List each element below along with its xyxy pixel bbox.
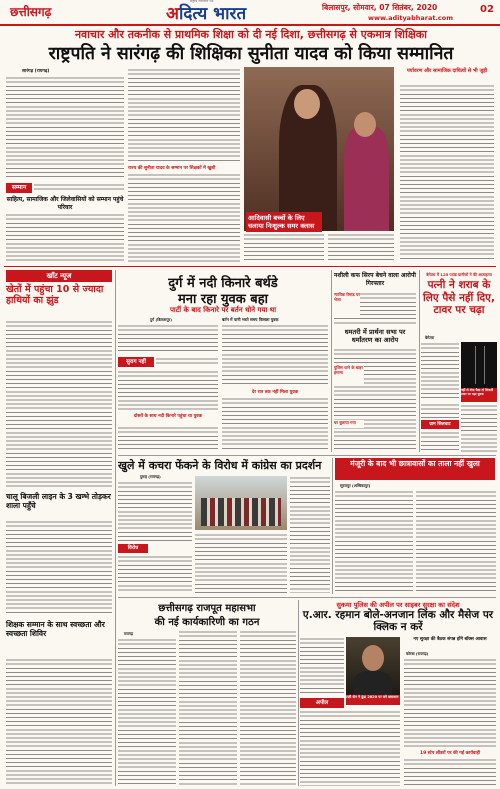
story4-col-2 [461,404,497,452]
story8-col-1b [300,710,400,786]
story2-sub: पार्टी के बाद किनारे पर बर्तन धोने गया था [169,306,277,314]
website[interactable]: www.adityabharat.com [368,14,453,22]
story2-head-2: मना रहा युवक बहा [178,292,268,307]
story9-sub: 19 स्टेप लीडरों पर की गई कार्यवाही [419,751,481,756]
story3-body-2 [334,348,416,452]
story3-head-2: धमतरी में प्रार्थना सभा पर धर्मांतरण का आरोप [344,328,406,344]
story2-col-2 [222,324,328,386]
story3-label: न्यायिक रिमांड पर भेजा [334,292,360,316]
lead-column-1b [34,183,124,193]
story2-subhead-1: दोस्तों के साथ नदी किनारे पहुंचा था युवक [133,414,203,419]
story4-col-1 [421,342,459,400]
story5-col-2 [195,533,287,593]
lead-photo-label: आदिवासी बच्चों के लिए चलाया निःशुल्क समर क्लास [246,212,322,232]
masthead [0,0,500,26]
person-figure [354,671,392,695]
divider [331,270,332,452]
story4-kicker: बेमेतरा में 125 पाउंड ग्रामीणों ने की आत्महत्या [426,272,492,277]
khabar-body-3 [6,658,112,786]
story3-head: नशीली कफ सिरप बेचने वाला आरोपी गिरफ्तार [334,272,416,287]
story5-col-3 [290,476,330,593]
khabar-body-2 [6,520,112,616]
story4-photo-caption: नहीं ले लेता पैसा तो बिजली टावर पर चढ़ा युवक [461,388,497,402]
story7-head-1: छत्तीसगढ़ राजपूत महासभा [158,603,256,614]
divider [298,600,299,786]
story7-dateline: रायगढ़ [124,631,134,636]
khabar-title: खाँट न्यूज [6,270,112,282]
lead-sidebar-title: राज्य की सुनीता यादव के सम्मान पर शिक्षकों में खुशी [128,166,216,171]
story9-body-2 [404,758,496,786]
story2-col-1c [118,370,218,410]
khabar-body-1 [6,320,112,488]
story2-dateline: दुर्ग (बिलासपुर) [150,317,172,322]
story4-photo [461,342,497,388]
story4-col-1b [421,403,459,418]
crowd [201,498,281,526]
story5-col-1 [118,481,192,541]
story2-col-2b [222,397,328,452]
story7-col-1 [118,638,176,786]
logo-name: दित्य भारत [179,4,247,24]
city-date: बिलासपुर, सोमवार, 07 सितंबर, 2020 [322,3,438,12]
right-top-body [400,84,494,262]
lead-column-2b [128,173,240,263]
lead-caption [328,233,394,261]
lead-label-samman: सम्मान [6,183,32,193]
story8-photo [346,637,400,695]
story9-body [404,658,496,748]
person-figure-2 [344,127,389,231]
lead-photo [244,67,394,231]
story2-label: सुराग नहीं [118,357,154,367]
masthead-rule [0,24,500,26]
khabar-head-1: खेतों में पहुंचा 10 से ज्यादा हाथियों का झुंड [6,284,104,306]
story4-head: पत्नी ने शराब के लिए पैसे नहीं दिए, टावर पर चढ़ा [423,279,495,316]
person-face-2 [354,112,376,137]
lead-headline: राष्ट्रपति ने सारंगढ़ की शिक्षिका सुनीता यादव को किया सम्मानित [48,44,454,64]
story5-label: विरोध [118,544,148,553]
khabar-head-3: शिक्षक सम्मान के साथ स्वच्छता और स्वच्छता शिविर [6,620,105,638]
story7-col-2 [179,630,237,786]
masthead-logo [166,0,316,24]
story4-dateline: बेमेतरा [425,335,435,340]
divider [115,270,116,786]
story4-label: ग्राम सिलघाट [421,420,459,429]
story3-label-2: पुलिस थाने के बाहर हंगामा [334,365,364,385]
logo-prefix: अ [166,4,179,24]
story6-head: मंजूरी के बाद भी छात्रावासों का ताला नहीं खुला [335,458,495,480]
right-top-title: पर्यावरण और सामाजिक दायित्वों से भी जुड़ी [406,68,488,74]
person-face [362,645,384,671]
section-label: छत्तीसगढ़ [10,5,52,19]
lead-column-1 [6,76,124,180]
story7-head-2: की नई कार्यकारिणी का गठन [154,617,260,628]
divider [419,270,420,452]
story4-col-1c [421,431,459,452]
lead-subhead: साहित्य, सामाजिक और जिलेवासियों को सम्मान पहुंचे परिवार [6,196,124,211]
story6-col-2 [416,490,496,594]
story6-col-1 [335,490,413,594]
story8-label: अपील [300,698,344,708]
story8-col-1 [300,637,344,695]
story8-head: ए.आर. रहमान बोले-अनजान लिंक और मैसेज पर क्लिक न करें [302,609,494,633]
divider [332,458,333,594]
divider [4,266,496,267]
story2-col-1d [118,426,218,452]
khabar-head-2: चालू बिजली लाइन के 3 खम्भे तोड़कर शाला पहुँचे [6,492,111,510]
tower-icon [475,346,485,384]
lead-column-2 [128,68,240,163]
story2-col-1b [156,357,218,367]
story9-dateline: कोरबा (रायगढ़) [406,651,429,656]
lead-column-3 [244,233,324,263]
logo-tagline: राष्ट्रीय समाचार पत्र [190,0,214,3]
story6-dateline: सूरजपुर (अम्बिकापुर) [340,483,371,488]
person-face [294,89,320,119]
divider [118,455,496,456]
lead-dateline: सारंगढ़ (रायगढ़) [22,69,50,74]
lead-column-1c [6,213,124,263]
story2-subhead-2: देर रात तक नहीं मिला युवक [251,390,299,395]
story9-head: नए सुरक्षा की बैठक संपन्न होंगे बॉक्स आवास [413,637,487,642]
story5-dateline: दुरूह (रायगढ़) [140,474,161,479]
story5-photo [195,476,287,530]
lead-kicker: नवाचार और तकनीक से प्राथमिक शिक्षा को दी नई दिशा, छत्तीसगढ़ से एकमात्र शिक्षिका [74,28,428,41]
story5-col-1b [118,555,192,593]
story7-col-3 [240,630,296,786]
story2-col-1 [118,324,218,354]
story2-colhead: बर्तन में पानी भरते समय फिसला युवक [222,317,279,322]
divider [118,597,496,598]
story8-photo-caption: टाटी सेन ने ढूंढा 2020 पर बने समाधान [346,695,400,705]
story2-head-1: दुर्ग में नदी किनारे बर्थडे [168,276,278,291]
story3-label-3: घर बुलाया गया [334,420,364,428]
story5-head: खुले में कचरा फेंकने के विरोध में कांग्रेस का प्रदर्शन [118,459,322,472]
page-number: 02 [480,4,494,15]
story8-kicker: सुकमा पुलिस की अपील पर साइबर सुरक्षा का संदेश [336,601,460,609]
